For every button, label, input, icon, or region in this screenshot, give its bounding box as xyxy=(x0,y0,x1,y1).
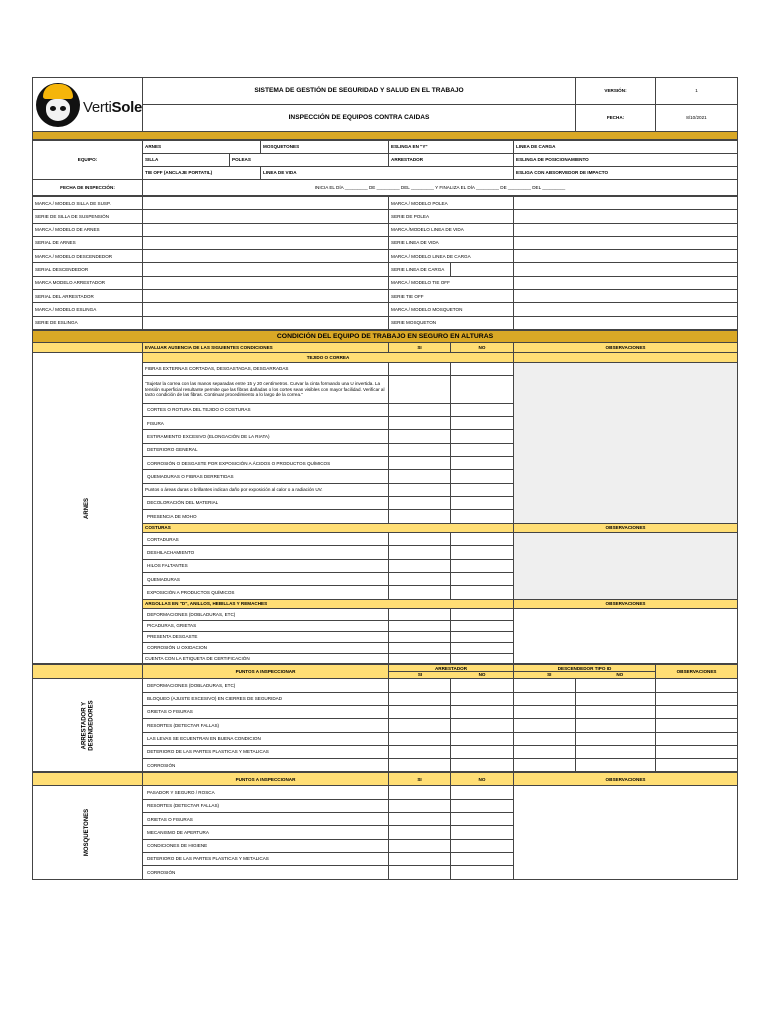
no-checkbox[interactable] xyxy=(451,510,514,523)
observations-cell[interactable] xyxy=(656,759,738,772)
arrestador-si-checkbox[interactable] xyxy=(389,679,451,692)
check-item: PRESENCIA DE MOHO xyxy=(143,510,389,523)
check-item: FISURA xyxy=(143,417,389,430)
check-item: DEFORMACIONES (DOBLADURAS, ETC) xyxy=(143,609,389,621)
equipo-eslinga-y[interactable]: ESLINGA EN "Y" xyxy=(389,141,514,154)
observations-area[interactable] xyxy=(514,786,738,879)
equipo-label: EQUIPO: xyxy=(33,141,143,180)
equipo-tie-off[interactable]: TIE OFF (ANCLAJE PORTATIL) xyxy=(143,167,261,180)
marca-label: MARCA / MODELO LINEA DE CARGA xyxy=(389,250,514,263)
no-header: NO xyxy=(451,342,514,352)
observations-cell[interactable] xyxy=(656,705,738,718)
check-item: Puntos o áreas duras o brillantes indican daño por exposición al calor o a radiación UV. xyxy=(143,483,389,496)
marca-value[interactable] xyxy=(143,197,389,210)
no-checkbox[interactable] xyxy=(451,632,514,643)
marca-value[interactable] xyxy=(514,303,738,316)
no-checkbox[interactable] xyxy=(451,653,514,664)
equipo-eslinga-pos[interactable]: ESLINGA DE POSICIONAMIENTO xyxy=(514,154,738,167)
marca-value[interactable] xyxy=(514,236,738,249)
marca-label: SERIE TIE OFF xyxy=(389,290,514,303)
marca-label: SERIAL DEL ARRESTADOR xyxy=(33,290,143,303)
mosq-no-header: NO xyxy=(451,773,514,786)
descendedor-si-checkbox[interactable] xyxy=(514,745,576,758)
marca-extra[interactable] xyxy=(451,263,514,276)
arrestador-no-checkbox[interactable] xyxy=(451,759,514,772)
descendedor-si-checkbox[interactable] xyxy=(514,719,576,732)
marca-value[interactable] xyxy=(143,290,389,303)
marca-value[interactable] xyxy=(514,210,738,223)
no-checkbox[interactable] xyxy=(451,586,514,599)
mosquetones-section-label: MOSQUETONES xyxy=(33,786,143,879)
no-checkbox[interactable] xyxy=(451,430,514,443)
si-checkbox[interactable] xyxy=(389,430,451,443)
check-item: QUEMADURAS xyxy=(143,573,389,586)
si-checkbox[interactable] xyxy=(389,632,451,643)
descendedor-si-checkbox[interactable] xyxy=(514,679,576,692)
observations-cell[interactable] xyxy=(656,692,738,705)
marca-value[interactable] xyxy=(514,197,738,210)
check-item: CORROSIÓN U OXIDACION xyxy=(143,642,389,653)
si-checkbox[interactable] xyxy=(389,546,451,559)
system-title: SISTEMA DE GESTIÓN DE SEGURIDAD Y SALUD EN EL TRABAJO xyxy=(143,78,576,105)
marca-value[interactable] xyxy=(143,223,389,236)
marca-label: MARCA / MODELO MOSQUETON xyxy=(389,303,514,316)
si-checkbox[interactable] xyxy=(389,443,451,456)
observations-cell[interactable] xyxy=(656,732,738,745)
argollas-header: ARGOLLAS EN "D", ANILLOS, HEBILLAS Y REMACHES xyxy=(143,599,514,609)
check-item: CONDICIONES DE HIGIENE xyxy=(143,839,389,852)
check-item: FIBRAS EXTERNAS CORTADAS, DESGASTADAS, DESGARRADAS xyxy=(143,362,389,375)
arrestador-no-checkbox[interactable] xyxy=(451,745,514,758)
no-checkbox[interactable] xyxy=(451,799,514,812)
arrestador-si-checkbox[interactable] xyxy=(389,719,451,732)
si-checkbox[interactable] xyxy=(389,403,451,416)
check-item: HILOS FALTANTES xyxy=(143,559,389,572)
costuras-header: COSTURAS xyxy=(143,523,514,533)
marca-value[interactable] xyxy=(143,250,389,263)
descendedor-si-checkbox[interactable] xyxy=(514,732,576,745)
equipo-linea-carga[interactable]: LINEA DE CARGA xyxy=(514,141,738,154)
marca-label: SERIAL DESCENDEDOR xyxy=(33,263,143,276)
mosq-puntos-header: PUNTOS A INSPECCIONAR xyxy=(143,773,389,786)
marca-value[interactable] xyxy=(514,223,738,236)
fecha-inspeccion-label: FECHA DE INSPECCIÓN: xyxy=(33,180,143,196)
mosq-si-header: SI xyxy=(389,773,451,786)
check-item: DECOLORACIÓN DEL MATERIAL xyxy=(143,496,389,509)
check-item: CORROSIÓN xyxy=(143,759,389,772)
check-item: BLOQUEO (AJUSTE EXCESIVO) EN CIERRES DE SEGURIDAD xyxy=(143,692,389,705)
si-checkbox[interactable] xyxy=(389,653,451,664)
si-checkbox[interactable] xyxy=(389,559,451,572)
descendedor-si-checkbox[interactable] xyxy=(514,705,576,718)
descendedor-header: DESCENDEDOR TIPO ID SI NO xyxy=(514,665,656,679)
si-checkbox[interactable] xyxy=(389,586,451,599)
si-checkbox[interactable] xyxy=(389,852,451,865)
si-checkbox[interactable] xyxy=(389,362,451,375)
marca-label: SERIAL DE ARNES xyxy=(33,236,143,249)
check-item: GRIETAS O FISURAS xyxy=(143,705,389,718)
marca-label: MARCA / MODELO DESCENDEDOR xyxy=(33,250,143,263)
si-header: SI xyxy=(389,342,451,352)
si-checkbox[interactable] xyxy=(389,839,451,852)
no-checkbox[interactable] xyxy=(451,533,514,546)
mosq-obs-header: OBSERVACIONES xyxy=(514,773,738,786)
equipo-silla[interactable]: SILLA xyxy=(143,154,230,167)
marca-value[interactable] xyxy=(143,263,389,276)
observaciones-header: OBSERVACIONES xyxy=(514,342,738,352)
check-item: EXPOSICIÓN A PRODUCTOS QUÍMICOS xyxy=(143,586,389,599)
equipo-eslinga-abs[interactable]: ESLIGA CON ABSORVEDOR DE IMPACTO xyxy=(514,167,738,180)
no-checkbox[interactable] xyxy=(451,417,514,430)
tejido-obs-header xyxy=(514,352,738,362)
marca-label: SERIE DE SILLA DE SUSPENSIÓN xyxy=(33,210,143,223)
arrestador-obs-header: OBSERVACIONES xyxy=(656,665,738,679)
si-checkbox[interactable] xyxy=(389,786,451,799)
date-label: FECHA: xyxy=(576,105,656,132)
si-checkbox[interactable] xyxy=(389,799,451,812)
marca-label: MARCA / MODELO SILLA DE SUSP. xyxy=(33,197,143,210)
equipment-table xyxy=(32,140,738,196)
check-item: DETERIORO GENERAL xyxy=(143,443,389,456)
check-item: QUEMADURAS O FIBRAS DERRETIDAS xyxy=(143,470,389,483)
marca-label: MARCA / MODELO ESLINGA xyxy=(33,303,143,316)
arrestador-si-checkbox[interactable] xyxy=(389,759,451,772)
si-checkbox[interactable] xyxy=(389,496,451,509)
si-checkbox[interactable] xyxy=(389,375,451,403)
descendedor-no-checkbox[interactable] xyxy=(576,732,656,745)
marca-label: SERIE DE POLEA xyxy=(389,210,514,223)
arrestador-si-checkbox[interactable] xyxy=(389,745,451,758)
check-item: "Sujetar la correa con las manos separadas entre 15 y 20 centímetros. Curvar la cinta formando una U invertida. La tensión superficial resultante permite que las fibras dañadas o los cortes sean visibles con mayor facilidad. Verificar al tacto condición de las fibras. Continuar procedimiento a lo largo de la correa." xyxy=(143,375,389,403)
check-item: RESORTES (DETECTAR FALLAS) xyxy=(143,719,389,732)
check-item: PASADOR Y SEGURO / ROSCA xyxy=(143,786,389,799)
company-logo xyxy=(33,78,143,132)
marca-label: SERIE LINEA DE CARGA xyxy=(389,263,451,276)
marca-label: MARCA / MODELO POLEA xyxy=(389,197,514,210)
si-checkbox[interactable] xyxy=(389,483,451,496)
marca-value[interactable] xyxy=(143,276,389,289)
si-checkbox[interactable] xyxy=(389,866,451,879)
check-item: LAS LEVAS SE ECUENTRAN EN BUENA CONDICION xyxy=(143,732,389,745)
check-item: PRESENTA DESGASTE xyxy=(143,632,389,643)
no-checkbox[interactable] xyxy=(451,457,514,470)
fecha-inspeccion-field[interactable]: INICIA EL DÍA _________ DE _________ DEL _________ Y FINALIZA EL DÍA _________ DE _________ DEL _________ xyxy=(143,180,738,196)
arrestador-no-checkbox[interactable] xyxy=(451,705,514,718)
si-checkbox[interactable] xyxy=(389,510,451,523)
check-item: CORROSIÓN O DESGASTE POR EXPOSICIÓN A ÁCIDOS O PRODUCTOS QUÍMICOS xyxy=(143,457,389,470)
marca-label: SERIE MOSQUETON xyxy=(389,316,514,329)
no-checkbox[interactable] xyxy=(451,642,514,653)
si-checkbox[interactable] xyxy=(389,470,451,483)
marca-label: MARCA / MODELO TIE OFF xyxy=(389,276,514,289)
equipo-arnes[interactable]: ARNES xyxy=(143,141,261,154)
equipo-mosquetones[interactable]: MOSQUETONES xyxy=(261,141,389,154)
no-checkbox[interactable] xyxy=(451,621,514,632)
arrestador-no-checkbox[interactable] xyxy=(451,679,514,692)
observations-cell[interactable] xyxy=(656,719,738,732)
form-title: INSPECCIÓN DE EQUIPOS CONTRA CAIDAS xyxy=(143,105,576,132)
observations-area[interactable] xyxy=(514,609,738,664)
check-item: MECANISMO DE APERTURA xyxy=(143,826,389,839)
no-checkbox[interactable] xyxy=(451,852,514,865)
no-checkbox[interactable] xyxy=(451,839,514,852)
descendedor-si-checkbox[interactable] xyxy=(514,759,576,772)
costuras-obs-header: OBSERVACIONES xyxy=(514,523,738,533)
check-item: ESTIRAMIENTO EXCESIVO (ELONGACIÓN DE LA RIATA) xyxy=(143,430,389,443)
si-checkbox[interactable] xyxy=(389,813,451,826)
no-checkbox[interactable] xyxy=(451,483,514,496)
no-checkbox[interactable] xyxy=(451,546,514,559)
equipo-poleas[interactable]: POLEAS xyxy=(230,154,389,167)
arnes-section-label: ARNES xyxy=(33,352,143,663)
arrestador-si-checkbox[interactable] xyxy=(389,692,451,705)
si-checkbox[interactable] xyxy=(389,417,451,430)
observations-cell[interactable] xyxy=(656,745,738,758)
condition-table xyxy=(32,330,738,664)
marca-label: SERIE LINEA DE VIDA xyxy=(389,236,514,249)
no-checkbox[interactable] xyxy=(451,559,514,572)
observations-area[interactable] xyxy=(514,533,738,599)
no-checkbox[interactable] xyxy=(451,443,514,456)
check-item: CORTES O ROTURA DEL TEJIDO O COSTURAS xyxy=(143,403,389,416)
arrestador-no-checkbox[interactable] xyxy=(451,692,514,705)
argollas-obs-header: OBSERVACIONES xyxy=(514,599,738,609)
date-value: 8/10/2021 xyxy=(656,105,738,132)
no-checkbox[interactable] xyxy=(451,470,514,483)
marca-value[interactable] xyxy=(514,316,738,329)
header-table xyxy=(32,77,738,140)
no-checkbox[interactable] xyxy=(451,375,514,403)
condition-title: CONDICIÓN DEL EQUIPO DE TRABAJO EN SEGURO EN ALTURAS xyxy=(33,330,738,342)
gold-divider xyxy=(33,132,738,140)
arrestador-si-checkbox[interactable] xyxy=(389,705,451,718)
check-item: DESHILACHAMIENTO xyxy=(143,546,389,559)
arrestador-no-checkbox[interactable] xyxy=(451,719,514,732)
descendedor-no-checkbox[interactable] xyxy=(576,745,656,758)
descendedor-no-checkbox[interactable] xyxy=(576,759,656,772)
monkey-helmet-icon xyxy=(36,83,80,127)
arrestador-no-checkbox[interactable] xyxy=(451,732,514,745)
version-value: 1 xyxy=(656,78,738,105)
brand-name: VertiSole xyxy=(83,99,142,116)
marca-value[interactable] xyxy=(143,236,389,249)
marca-label: MARCA /MODELO LINEA DE VIDA xyxy=(389,223,514,236)
check-item: CORROSIÓN xyxy=(143,866,389,879)
descendedor-no-checkbox[interactable] xyxy=(576,705,656,718)
si-checkbox[interactable] xyxy=(389,621,451,632)
tejido-header: TEJIDO O CORREA xyxy=(143,352,514,362)
marca-label: MARCA / MODELO DE ARNES xyxy=(33,223,143,236)
marca-value[interactable] xyxy=(143,210,389,223)
marca-label: MARCA MODELO ARRESTADOR xyxy=(33,276,143,289)
observations-area[interactable] xyxy=(514,362,738,523)
si-checkbox[interactable] xyxy=(389,573,451,586)
check-item: PICADURAS, GRIETAS xyxy=(143,621,389,632)
marca-value[interactable] xyxy=(143,316,389,329)
no-checkbox[interactable] xyxy=(451,866,514,879)
check-item: CORTADURAS xyxy=(143,533,389,546)
no-checkbox[interactable] xyxy=(451,813,514,826)
arrestador-header: ARRESTADOR SI NO xyxy=(389,665,514,679)
check-item: GRIETAS O FISURAS xyxy=(143,813,389,826)
descendedor-no-checkbox[interactable] xyxy=(576,719,656,732)
no-checkbox[interactable] xyxy=(451,496,514,509)
si-checkbox[interactable] xyxy=(389,533,451,546)
si-checkbox[interactable] xyxy=(389,826,451,839)
si-checkbox[interactable] xyxy=(389,457,451,470)
mosquetones-table xyxy=(32,772,738,879)
si-checkbox[interactable] xyxy=(389,642,451,653)
check-item: RESORTES (DETECTAR FALLAS) xyxy=(143,799,389,812)
equipo-arrestador[interactable]: ARRESTADOR xyxy=(389,154,514,167)
evaluar-header: EVALUAR AUSENCIA DE LAS SIGUIENTES CONDICIONES xyxy=(143,342,389,352)
marca-value[interactable] xyxy=(514,290,738,303)
observations-cell[interactable] xyxy=(656,679,738,692)
marca-value[interactable] xyxy=(143,303,389,316)
version-label: VERSIÓN: xyxy=(576,78,656,105)
no-checkbox[interactable] xyxy=(451,786,514,799)
descendedor-no-checkbox[interactable] xyxy=(576,679,656,692)
arrestador-section-label: ARRESTADOR Y DESENDEDORES xyxy=(33,679,143,772)
arrestador-si-checkbox[interactable] xyxy=(389,732,451,745)
marca-label: SERIE DE ESLINGA xyxy=(33,316,143,329)
check-item: DETERIORO DE LAS PARTES PLASTICAS Y METALICAS xyxy=(143,745,389,758)
marcas-table xyxy=(32,196,738,330)
marca-value[interactable] xyxy=(514,263,738,276)
equipo-linea-vida[interactable]: LINEA DE VIDA xyxy=(261,167,514,180)
arrestador-table xyxy=(32,664,738,772)
descendedor-no-checkbox[interactable] xyxy=(576,692,656,705)
no-checkbox[interactable] xyxy=(451,573,514,586)
descendedor-si-checkbox[interactable] xyxy=(514,692,576,705)
no-checkbox[interactable] xyxy=(451,403,514,416)
no-checkbox[interactable] xyxy=(451,609,514,621)
no-checkbox[interactable] xyxy=(451,362,514,375)
check-item: DEFORMACIONES (DOBLADURAS, ETC) xyxy=(143,679,389,692)
check-item: CUENTA CON LA ETIQUETA DE CERTIFICACIÓN xyxy=(143,653,389,664)
marca-value[interactable] xyxy=(514,250,738,263)
arrestador-puntos-header: PUNTOS A INSPECCIONAR xyxy=(143,665,389,679)
check-item: DETERIORO DE LAS PARTES PLASTICAS Y METALICAS xyxy=(143,852,389,865)
si-checkbox[interactable] xyxy=(389,609,451,621)
inspection-sheet xyxy=(32,77,737,880)
marca-value[interactable] xyxy=(514,276,738,289)
no-checkbox[interactable] xyxy=(451,826,514,839)
